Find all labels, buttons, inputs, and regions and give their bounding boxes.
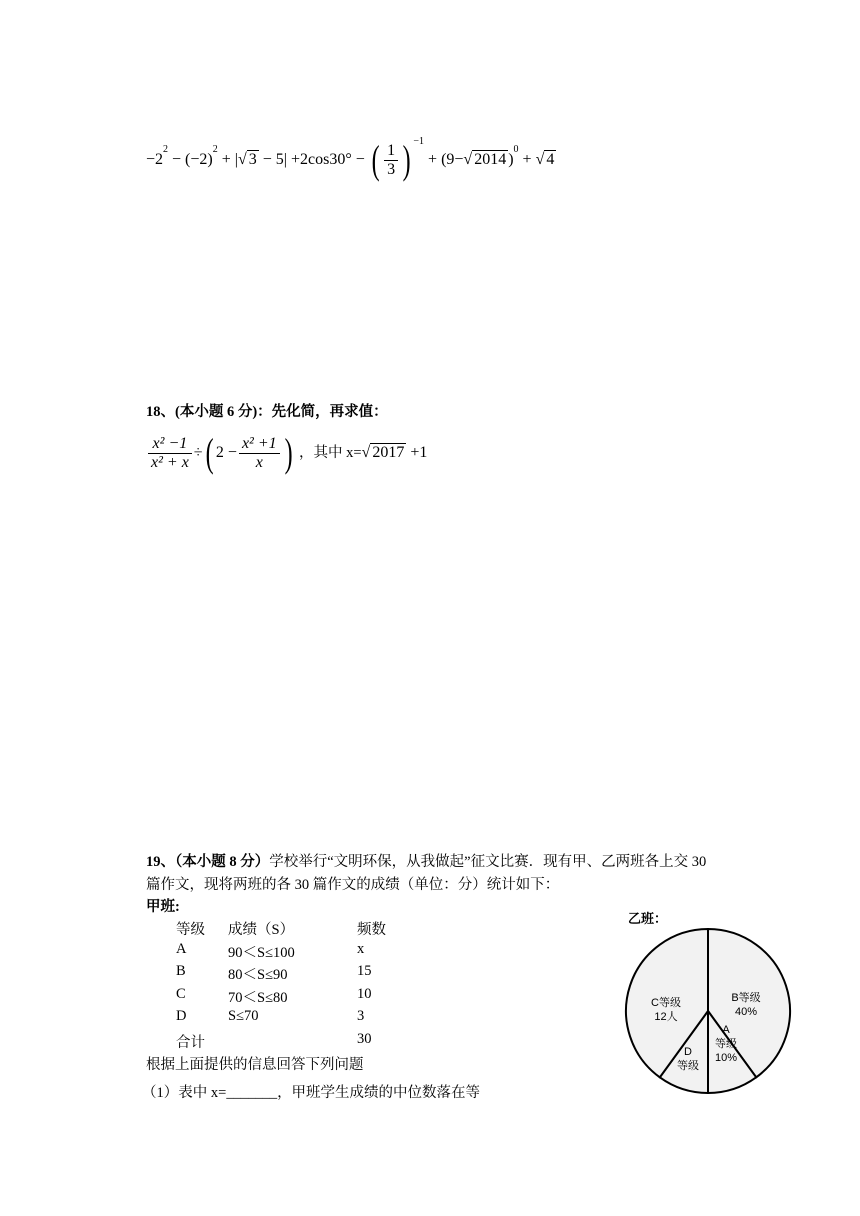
term-minus-neg-two: − (−2) — [168, 151, 213, 168]
term-nine: + (9− — [424, 151, 464, 168]
problem-19-line2: 篇作文，现将两班的各 30 篇作文的成绩（单位：分）统计如下： — [146, 877, 560, 893]
sqrt-4: √ 4 — [535, 151, 555, 168]
header-frequency: 频数 — [357, 922, 386, 938]
cell-grade: 合计 — [176, 1035, 205, 1051]
cell-grade: A — [176, 941, 187, 957]
exp: 2 — [212, 144, 218, 155]
term-cos: − 5| +2cos30° − — [258, 151, 365, 168]
q1-blank: _______ — [226, 1085, 278, 1101]
paren-open: ( — [371, 137, 380, 183]
class-a-label: 甲班: — [146, 899, 180, 915]
pie-label-A等级: 等级 — [715, 1038, 737, 1050]
class-b-label: 乙班： — [628, 911, 668, 926]
term-plus: + — [518, 151, 536, 168]
problem-18-expression — [146, 428, 427, 478]
cell-grade: C — [176, 986, 186, 1002]
sqrt-2014: √ 2014 — [463, 151, 507, 168]
pie-slices — [626, 929, 790, 1093]
problem-19-heading: 19、（本小题 8 分） — [146, 854, 270, 870]
prompt-text: 根据上面提供的信息回答下列问题 — [146, 1057, 364, 1073]
cell-frequency: 3 — [357, 1008, 365, 1024]
pie-chart — [618, 918, 798, 1098]
sqrt-2017: √ 2017 — [361, 444, 405, 461]
problem-19-text: 学校举行“文明环保，从我做起”征文比赛．现有甲、乙两班各上交 30 — [269, 854, 707, 870]
cell-frequency: 10 — [357, 986, 372, 1002]
exp-inverse: −1 — [413, 136, 425, 147]
fraction-2: $\frac{\text{x² +1}}{x}$ — [239, 435, 280, 472]
term-abs-open: + | — [217, 151, 238, 168]
problem-17-expression — [146, 120, 556, 183]
cell-score: 70＜S≤80 — [228, 990, 288, 1006]
where-text: ，其中 x= — [298, 445, 362, 461]
problem-19-line1 — [146, 850, 706, 871]
sqrt-3: √ 3 — [237, 151, 257, 168]
cell-grade: D — [176, 1008, 187, 1024]
cell-score: 90＜S≤100 — [228, 945, 295, 961]
q1-start: （1）表中 x= — [142, 1085, 227, 1101]
paren-close: ) — [402, 137, 411, 183]
cell-frequency: 30 — [357, 1031, 372, 1047]
paren-close: ) — [284, 430, 293, 476]
paren-open: ( — [205, 430, 214, 476]
pie-label-B等级: B等级 — [731, 992, 761, 1004]
pie-label-A等级: 10% — [714, 1052, 738, 1064]
plus-one: +1 — [406, 444, 428, 461]
pie-label-D等级: D — [684, 1046, 692, 1058]
fraction-1: $\frac{\text{x² −1}}{\text{x² + x}}$ — [148, 435, 192, 472]
cell-frequency: 15 — [357, 963, 372, 979]
pie-label-C等级: 12人 — [654, 1011, 678, 1023]
exp: 2 — [163, 144, 169, 155]
header-grade: 等级 — [176, 922, 205, 938]
two-minus: 2 − — [215, 444, 237, 461]
question-1 — [142, 1081, 480, 1102]
cell-grade: B — [176, 963, 186, 979]
term-close: ) — [508, 151, 514, 168]
pie-label-D等级: 等级 — [677, 1060, 699, 1072]
pie-label-A等级: A — [722, 1024, 730, 1036]
q1-end: ，甲班学生成绩的中位数落在等 — [277, 1085, 481, 1101]
cell-frequency: x — [357, 941, 365, 957]
pie-label-B等级: 40% — [734, 1006, 758, 1018]
divide-sign: ÷ — [193, 444, 203, 461]
header-score: 成绩（S） — [228, 922, 295, 938]
problem-18-heading: 18、(本小题 6 分)：先化简，再求值： — [146, 404, 388, 420]
cell-score: 80＜S≤90 — [228, 967, 288, 983]
exp-zero: 0 — [513, 144, 519, 155]
fraction-one-third: $\frac{1}{3}$ — [384, 142, 398, 179]
pie-label-C等级: C等级 — [651, 997, 681, 1009]
term-neg-two: −2 — [146, 151, 164, 168]
cell-score: S≤70 — [228, 1008, 259, 1024]
